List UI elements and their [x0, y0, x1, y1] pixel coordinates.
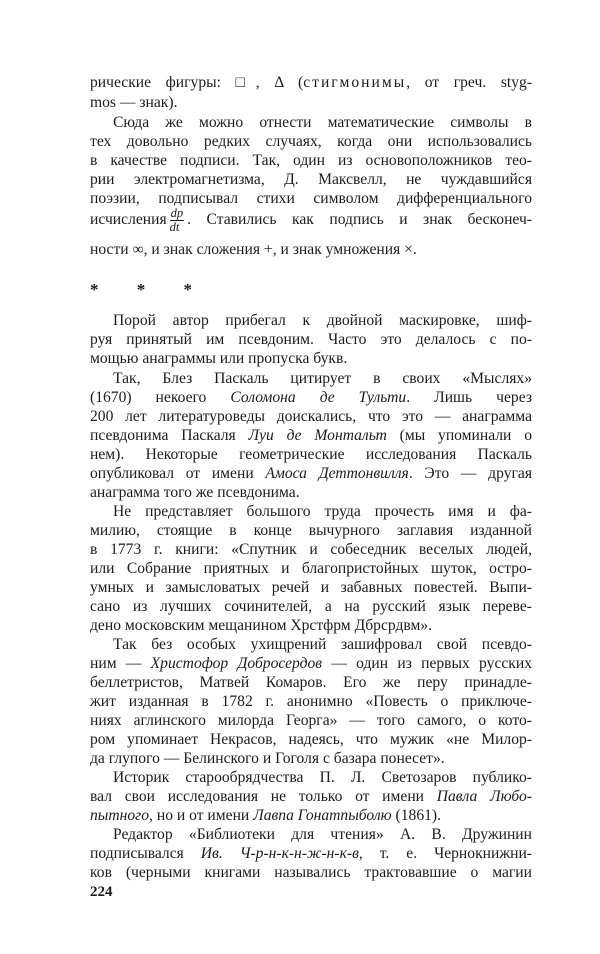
- text-line: ниях аглинского милорда Георга» — того самого, о кото-: [90, 712, 532, 729]
- text-line: ром упоминает Некрасов, надеясь, что мужик «не Милор-: [90, 731, 532, 748]
- text-line: Не представляет большого труда прочесть имя и фа-: [113, 503, 532, 520]
- text-span: исчисления: [90, 211, 167, 228]
- text-line: дено московским мещанином Хрстфрм Дбрсрдвм».: [90, 617, 433, 634]
- fraction-numerator: dp: [170, 205, 184, 220]
- text-line: руя принятый им псевдоним. Часто это делалось с по-: [90, 331, 532, 348]
- text-span: . Ставились как подпись и знак бесконеч-: [187, 211, 532, 228]
- text-line: Редактор «Библиотеки для чтения» А. В. Дружинин: [113, 826, 532, 843]
- text-line: ков (черными книгами назывались трактовавшие о магии: [90, 864, 532, 881]
- text-span: , но и от имени: [149, 807, 254, 824]
- text-span: . Это — другая: [408, 465, 532, 482]
- text-line: да глупого — Белинского и Гоголя с базара понесет».: [90, 750, 445, 767]
- text-line: Так, Блез Паскаль цитирует в своих «Мыслях»: [113, 370, 532, 387]
- text-span: вал свои исследования не только от имени: [90, 788, 437, 805]
- fraction-dp-dt: [170, 207, 185, 234]
- text-line: [90, 787, 532, 806]
- italic-name: Лавпа Гонатпыболю: [253, 807, 392, 824]
- italic-name: Павла Любо-: [436, 788, 532, 805]
- text-line: 200 лет литературоведы доискались, что это — анаграмма: [90, 408, 532, 425]
- text-line: Сюда же можно отнести математические символы в: [113, 114, 532, 131]
- text-span: псевдонима Паскаля: [90, 427, 249, 444]
- text-line: ности ∞, и знак сложения +, и знак умножения ×.: [90, 241, 417, 258]
- text-line: рии электромагнетизма, Д. Максвелл, не чуждавшийся: [90, 171, 532, 188]
- section-separator: * * *: [90, 280, 209, 299]
- text-span: (мы упоминали о: [386, 427, 532, 444]
- text-line: нем). Некоторые геометрические исследования Паскаль: [90, 446, 532, 463]
- text-line: милию, стоящие в конце вычурного заглавия изданной: [90, 522, 532, 539]
- text-line: [90, 388, 532, 407]
- text-line: в качестве подписи. Так, один из основоположников тео-: [90, 152, 532, 169]
- text-line: Историк старообрядчества П. Л. Светозаров публико-: [113, 769, 532, 786]
- text-line: [90, 205, 532, 234]
- text-line: в 1773 г. книги: «Спутник и собеседник веселых людей,: [90, 541, 532, 558]
- text-line: [90, 844, 532, 863]
- text-line: поэзии, подписывал стихи символом дифференциального: [90, 190, 532, 207]
- text-span: (1670) некоего: [90, 389, 231, 406]
- text-line: Порой автор прибегал к двойной маскировке, шиф-: [113, 312, 532, 329]
- text-line: [90, 464, 532, 483]
- text-line: mos — знак).: [90, 94, 178, 111]
- text-line: беллетристов, Матвей Комаров. Его же перу принадле-: [90, 674, 532, 691]
- text-span: подписывался: [90, 845, 201, 862]
- text-line: мощью анаграммы или пропуска букв.: [90, 350, 348, 367]
- text-line: [90, 73, 532, 92]
- spaced-term: стигмонимы: [303, 74, 407, 91]
- text-line: сано из лучших сочинителей, а на русский язык переве-: [90, 598, 532, 615]
- italic-name: Христофор Добросердов: [150, 655, 323, 672]
- text-line: [90, 806, 532, 825]
- text-line: [90, 654, 532, 673]
- text-span: . Лишь через: [406, 389, 532, 406]
- italic-name: пытного: [90, 807, 150, 824]
- text-line: жит изданная в 1782 г. анонимно «Повесть о приключе-: [90, 693, 532, 710]
- fraction-denominator: dt: [169, 219, 180, 234]
- text-line: или Собрание приятных и благопристойных шуток, остро-: [90, 560, 532, 577]
- text-span: рические фигуры: □, Δ (: [90, 74, 304, 91]
- italic-name: Соломона де Тульти: [230, 389, 407, 406]
- text-span: (1861).: [391, 807, 442, 824]
- text-span: , т. е. Чернокнижни-: [358, 845, 532, 862]
- text-span: опубликовал от имени: [90, 465, 266, 482]
- page-number: 224: [90, 884, 113, 900]
- text-line: умных и замысловатых речей и забавных повестей. Выпи-: [90, 579, 532, 596]
- italic-name: Луи де Монтальт: [248, 427, 387, 444]
- text-span: , от греч. stуg-: [406, 74, 533, 91]
- italic-name: Ив. Ч-р-н-к-н-ж-н-к-в: [200, 845, 359, 862]
- text-span: ним —: [90, 655, 151, 672]
- text-line: тех довольно редких случаях, когда они использовались: [90, 133, 532, 150]
- text-line: [90, 426, 532, 445]
- text-line: анаграмма того же псевдонима.: [90, 484, 300, 501]
- text-line: Так без особых ухищрений зашифровал свой псевдо-: [113, 636, 532, 653]
- italic-name: Амоса Деттонвилля: [265, 465, 409, 482]
- text-span: — один из первых русских: [322, 655, 532, 672]
